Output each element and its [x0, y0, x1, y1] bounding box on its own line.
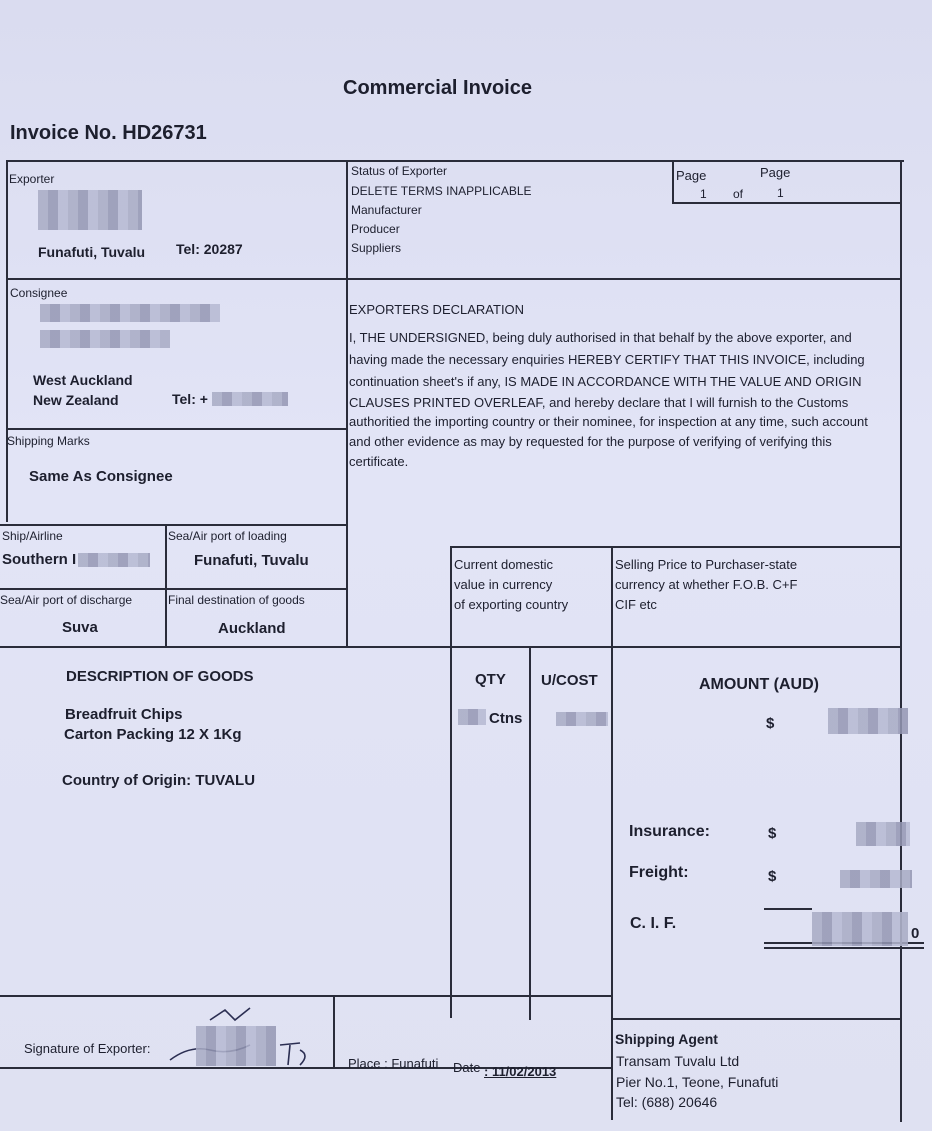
- goods-bottom: [0, 995, 611, 997]
- consignee-label: Consignee: [10, 286, 68, 300]
- consignee-city: West Auckland: [33, 372, 133, 388]
- header-ucost: U/COST: [541, 672, 598, 689]
- agent-address: Pier No.1, Teone, Funafuti: [616, 1074, 779, 1090]
- price-box-top: [450, 546, 902, 548]
- exporter-location: Funafuti, Tuvalu: [38, 244, 146, 260]
- footer-place: Place : Funafuti: [348, 1056, 439, 1071]
- cif-label: C. I. F.: [630, 915, 677, 932]
- cif-tail: 0: [911, 925, 920, 942]
- insurance-currency: $: [768, 825, 777, 842]
- port-loading-label: Sea/Air port of loading: [168, 529, 287, 543]
- footer-date-value: : 11/02/2013: [484, 1064, 557, 1079]
- redacted-consignee-tel: [212, 392, 288, 406]
- exporter-label: Exporter: [9, 172, 55, 186]
- redacted-qty: [458, 709, 486, 725]
- goods-item-line-2: Carton Packing 12 X 1Kg: [64, 726, 242, 743]
- goods-item-line-1: Breadfruit Chips: [65, 706, 183, 723]
- header-description: DESCRIPTION OF GOODS: [66, 668, 254, 685]
- shipping-marks-label: Shipping Marks: [7, 434, 90, 448]
- qty-left-border: [450, 546, 452, 1018]
- cif-rule-3: [764, 947, 924, 949]
- declaration-line: and other evidence as may by requested for the purpose of verifying of verifying this: [349, 434, 832, 449]
- redacted-insurance: [856, 822, 910, 846]
- signature-label: Signature of Exporter:: [24, 1041, 151, 1056]
- signature-divider: [333, 997, 335, 1067]
- redacted-unit-cost: [556, 712, 608, 726]
- redacted-exporter-name: [38, 190, 142, 230]
- page-number: 1: [700, 187, 707, 201]
- selling-price-line-2: currency at whether F.O.B. C+F: [615, 577, 798, 592]
- declaration-line: continuation sheet's if any, IS MADE IN ACCORDANCE WITH THE VALUE AND ORIGIN: [349, 374, 862, 389]
- freight-currency: $: [768, 868, 777, 885]
- agent-name: Transam Tuvalu Ltd: [616, 1053, 740, 1069]
- row-divider-1: [6, 278, 902, 280]
- declaration-line: having made the necessary enquiries HEREBY CERTIFY THAT THIS INVOICE, including: [349, 352, 865, 367]
- right-border: [900, 162, 902, 1122]
- port-loading-value: Funafuti, Tuvalu: [194, 552, 309, 569]
- final-dest-label: Final destination of goods: [168, 593, 305, 607]
- status-label: Status of Exporter: [351, 164, 448, 178]
- consignee-tel: Tel: +: [172, 391, 208, 407]
- page-label-right: Page: [760, 165, 791, 180]
- redacted-ship-name: [78, 553, 150, 567]
- ship-label: Ship/Airline: [2, 529, 63, 543]
- status-line-1: DELETE TERMS INAPPLICABLE: [351, 184, 532, 198]
- amount-bottom: [611, 1018, 902, 1020]
- cif-rule-1: [764, 908, 812, 910]
- amount-currency: $: [766, 715, 775, 732]
- center-divider: [346, 162, 348, 648]
- status-line-2: Manufacturer: [351, 203, 422, 217]
- ucost-divider: [529, 648, 531, 1020]
- port-discharge-label: Sea/Air port of discharge: [0, 593, 133, 607]
- page-of: of: [733, 187, 744, 201]
- exporter-tel: Tel: 20287: [176, 241, 243, 257]
- agent-tel: Tel: (688) 20646: [616, 1094, 718, 1110]
- consignee-country: New Zealand: [33, 392, 119, 408]
- final-dest-value: Auckland: [218, 620, 286, 637]
- shipping-marks-value: Same As Consignee: [29, 468, 173, 485]
- qty-unit: Ctns: [489, 710, 523, 727]
- redacted-cif: [812, 912, 908, 946]
- declaration-line: I, THE UNDERSIGNED, being duly authorised in that behalf by the above exporter, and: [349, 330, 852, 345]
- insurance-label: Insurance:: [629, 823, 710, 840]
- redacted-signature: [196, 1026, 276, 1066]
- amount-left-border: [611, 546, 613, 1120]
- row-divider-4: [0, 588, 348, 590]
- declaration-line: certificate.: [349, 454, 409, 469]
- country-of-origin: Country of Origin: TUVALU: [62, 772, 256, 789]
- selling-price-line-3: CIF etc: [615, 597, 657, 612]
- page-total: 1: [777, 186, 784, 200]
- page-box-left: [672, 162, 674, 204]
- agent-label: Shipping Agent: [615, 1031, 718, 1047]
- status-line-4: Suppliers: [351, 241, 402, 255]
- ship-port-divider: [165, 524, 167, 646]
- redacted-consignee-address: [40, 330, 170, 348]
- document-title: Commercial Invoice: [343, 77, 532, 99]
- goods-header-top: [0, 646, 902, 648]
- declaration-heading: EXPORTERS DECLARATION: [349, 302, 525, 317]
- top-border: [6, 160, 904, 162]
- redacted-consignee-name: [40, 304, 220, 322]
- header-amount: AMOUNT (AUD): [699, 676, 819, 693]
- domestic-value-line-1: Current domestic: [454, 557, 553, 572]
- freight-label: Freight:: [629, 864, 689, 881]
- domestic-value-line-2: value in currency: [454, 577, 553, 592]
- declaration-line: authoritied the importing country or their nominee, for inspection at any time, such account: [349, 414, 868, 429]
- domestic-value-line-3: of exporting country: [454, 597, 569, 612]
- invoice-number: Invoice No. HD26731: [10, 122, 207, 144]
- left-border: [6, 162, 8, 522]
- status-line-3: Producer: [351, 222, 400, 236]
- selling-price-line-1: Selling Price to Purchaser-state: [615, 557, 798, 572]
- port-discharge-value: Suva: [62, 619, 98, 636]
- page-box-bottom: [672, 202, 902, 204]
- header-qty: QTY: [475, 671, 506, 688]
- row-divider-2: [6, 428, 348, 430]
- ship-value: Southern I: [2, 551, 77, 568]
- redacted-freight: [840, 870, 912, 888]
- redacted-amount: [828, 708, 908, 734]
- row-divider-3: [0, 524, 348, 526]
- declaration-line: CLAUSES PRINTED OVERLEAF, and hereby declare that I will furnish to the Customs: [349, 395, 849, 410]
- page-label-left: Page: [676, 168, 707, 183]
- footer-date-label: Date: [453, 1060, 481, 1075]
